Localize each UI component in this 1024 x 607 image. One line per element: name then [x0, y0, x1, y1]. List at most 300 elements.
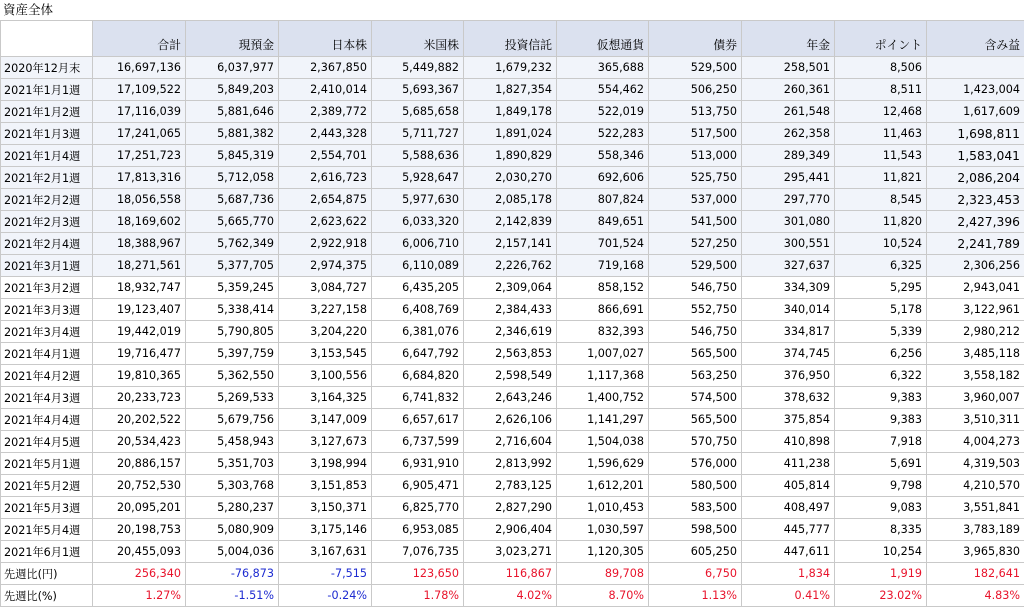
cell-crypto[interactable]: 849,651 — [557, 211, 649, 233]
table-row — [1, 277, 1024, 299]
row-label[interactable]: 2021年1月4週 — [1, 145, 93, 167]
cell-cash[interactable]: 5,845,319 — [186, 145, 279, 167]
cell-pension[interactable]: 261,548 — [742, 101, 835, 123]
cell-fund[interactable]: 1,849,178 — [464, 101, 557, 123]
cell-us-stock[interactable]: 6,110,089 — [372, 255, 464, 277]
cell-jp-stock[interactable]: 3,153,545 — [279, 343, 372, 365]
cell-cash[interactable]: 5,004,036 — [186, 541, 279, 563]
header-us-stock[interactable]: 米国株 — [372, 21, 464, 57]
cell-crypto[interactable]: 365,688 — [557, 57, 649, 79]
cell-pension[interactable]: 378,632 — [742, 387, 835, 409]
cell-total[interactable]: 17,109,522 — [93, 79, 186, 101]
cell-unrealized[interactable]: 1,698,811 — [927, 123, 1024, 145]
cell-pension[interactable]: 374,745 — [742, 343, 835, 365]
cell-jp-stock[interactable]: 3,084,727 — [279, 277, 372, 299]
row-label[interactable]: 2021年1月2週 — [1, 101, 93, 123]
cell-pension[interactable]: 334,817 — [742, 321, 835, 343]
change-cash[interactable]: -76,873 — [186, 563, 279, 585]
table-row — [1, 321, 1024, 343]
cell-us-stock[interactable]: 5,977,630 — [372, 189, 464, 211]
cell-jp-stock[interactable]: 3,150,371 — [279, 497, 372, 519]
change-jp-stock[interactable]: -0.24% — [279, 585, 372, 607]
cell-unrealized[interactable]: 2,086,204 — [927, 167, 1024, 189]
row-label[interactable]: 2021年5月4週 — [1, 519, 93, 541]
table-row — [1, 409, 1024, 431]
cell-cash[interactable]: 5,359,245 — [186, 277, 279, 299]
cell-crypto[interactable]: 858,152 — [557, 277, 649, 299]
cell-fund[interactable]: 2,346,619 — [464, 321, 557, 343]
header-total[interactable]: 合計 — [93, 21, 186, 57]
cell-crypto[interactable]: 1,504,038 — [557, 431, 649, 453]
change-fund[interactable]: 116,867 — [464, 563, 557, 585]
cell-us-stock[interactable]: 6,953,085 — [372, 519, 464, 541]
cell-us-stock[interactable]: 6,825,770 — [372, 497, 464, 519]
cell-unrealized[interactable]: 2,980,212 — [927, 321, 1024, 343]
cell-cash[interactable]: 5,762,349 — [186, 233, 279, 255]
cell-unrealized[interactable]: 2,306,256 — [927, 255, 1024, 277]
cell-unrealized[interactable]: 3,558,182 — [927, 365, 1024, 387]
cell-cash[interactable]: 5,377,705 — [186, 255, 279, 277]
cell-points[interactable]: 6,256 — [835, 343, 927, 365]
row-label[interactable]: 2020年12月末 — [1, 57, 93, 79]
change-jp-stock[interactable]: -7,515 — [279, 563, 372, 585]
header-fund[interactable]: 投資信託 — [464, 21, 557, 57]
asset-table — [0, 20, 1024, 607]
cell-bond[interactable]: 537,000 — [649, 189, 742, 211]
cell-cash[interactable]: 5,665,770 — [186, 211, 279, 233]
change-unrealized[interactable]: 4.83% — [927, 585, 1024, 607]
cell-us-stock[interactable]: 5,693,367 — [372, 79, 464, 101]
row-label[interactable]: 2021年2月1週 — [1, 167, 93, 189]
table-row — [1, 453, 1024, 475]
cell-fund[interactable]: 2,813,992 — [464, 453, 557, 475]
cell-jp-stock[interactable]: 2,367,850 — [279, 57, 372, 79]
cell-bond[interactable]: 513,750 — [649, 101, 742, 123]
cell-us-stock[interactable]: 5,711,727 — [372, 123, 464, 145]
cell-crypto[interactable]: 1,400,752 — [557, 387, 649, 409]
cell-points[interactable]: 5,691 — [835, 453, 927, 475]
cell-jp-stock[interactable]: 3,100,556 — [279, 365, 372, 387]
cell-bond[interactable]: 541,500 — [649, 211, 742, 233]
cell-jp-stock[interactable]: 3,227,158 — [279, 299, 372, 321]
cell-fund[interactable]: 1,827,354 — [464, 79, 557, 101]
cell-fund[interactable]: 2,906,404 — [464, 519, 557, 541]
cell-cash[interactable]: 5,881,382 — [186, 123, 279, 145]
cell-total[interactable]: 17,251,723 — [93, 145, 186, 167]
cell-us-stock[interactable]: 6,905,471 — [372, 475, 464, 497]
cell-bond[interactable]: 506,250 — [649, 79, 742, 101]
cell-total[interactable]: 18,932,747 — [93, 277, 186, 299]
cell-points[interactable]: 7,918 — [835, 431, 927, 453]
cell-unrealized[interactable]: 3,783,189 — [927, 519, 1024, 541]
cell-points[interactable]: 8,506 — [835, 57, 927, 79]
row-label[interactable]: 2021年5月1週 — [1, 453, 93, 475]
cell-total[interactable]: 20,198,753 — [93, 519, 186, 541]
cell-unrealized[interactable]: 4,210,570 — [927, 475, 1024, 497]
cell-cash[interactable]: 5,712,058 — [186, 167, 279, 189]
cell-bond[interactable]: 574,500 — [649, 387, 742, 409]
cell-pension[interactable]: 297,770 — [742, 189, 835, 211]
row-label[interactable]: 2021年4月5週 — [1, 431, 93, 453]
cell-fund[interactable]: 2,142,839 — [464, 211, 557, 233]
change-us-stock[interactable]: 1.78% — [372, 585, 464, 607]
cell-jp-stock[interactable]: 3,127,673 — [279, 431, 372, 453]
cell-unrealized[interactable]: 2,427,396 — [927, 211, 1024, 233]
cell-bond[interactable]: 605,250 — [649, 541, 742, 563]
cell-crypto[interactable]: 1,141,297 — [557, 409, 649, 431]
change-crypto[interactable]: 8.70% — [557, 585, 649, 607]
cell-crypto[interactable]: 1,596,629 — [557, 453, 649, 475]
row-label[interactable]: 2021年2月3週 — [1, 211, 93, 233]
cell-fund[interactable]: 2,309,064 — [464, 277, 557, 299]
cell-fund[interactable]: 1,679,232 — [464, 57, 557, 79]
cell-unrealized[interactable]: 2,241,789 — [927, 233, 1024, 255]
cell-bond[interactable]: 565,500 — [649, 409, 742, 431]
change-crypto[interactable]: 89,708 — [557, 563, 649, 585]
cell-crypto[interactable]: 866,691 — [557, 299, 649, 321]
row-label[interactable]: 2021年4月3週 — [1, 387, 93, 409]
cell-crypto[interactable]: 701,524 — [557, 233, 649, 255]
change-pension[interactable]: 1,834 — [742, 563, 835, 585]
cell-us-stock[interactable]: 7,076,735 — [372, 541, 464, 563]
cell-cash[interactable]: 5,280,237 — [186, 497, 279, 519]
cell-crypto[interactable]: 1,117,368 — [557, 365, 649, 387]
cell-points[interactable]: 11,820 — [835, 211, 927, 233]
cell-us-stock[interactable]: 5,685,658 — [372, 101, 464, 123]
cell-jp-stock[interactable]: 3,204,220 — [279, 321, 372, 343]
cell-bond[interactable]: 552,750 — [649, 299, 742, 321]
cell-fund[interactable]: 2,716,604 — [464, 431, 557, 453]
cell-total[interactable]: 19,123,407 — [93, 299, 186, 321]
cell-points[interactable]: 9,798 — [835, 475, 927, 497]
cell-jp-stock[interactable]: 3,164,325 — [279, 387, 372, 409]
row-label[interactable]: 2021年1月3週 — [1, 123, 93, 145]
cell-fund[interactable]: 2,563,853 — [464, 343, 557, 365]
header-jp-stock[interactable]: 日本株 — [279, 21, 372, 57]
cell-cash[interactable]: 5,458,943 — [186, 431, 279, 453]
cell-us-stock[interactable]: 6,435,205 — [372, 277, 464, 299]
cell-fund[interactable]: 2,783,125 — [464, 475, 557, 497]
cell-fund[interactable]: 2,598,549 — [464, 365, 557, 387]
cell-total[interactable]: 16,697,136 — [93, 57, 186, 79]
cell-total[interactable]: 18,056,558 — [93, 189, 186, 211]
row-label[interactable]: 2021年4月4週 — [1, 409, 93, 431]
row-label[interactable]: 先週比(円) — [1, 563, 93, 585]
cell-bond[interactable]: 513,000 — [649, 145, 742, 167]
header-pension[interactable]: 年金 — [742, 21, 835, 57]
row-label[interactable]: 2021年2月2週 — [1, 189, 93, 211]
cell-pension[interactable]: 445,777 — [742, 519, 835, 541]
row-label[interactable]: 先週比(%) — [1, 585, 93, 607]
cell-crypto[interactable]: 1,120,305 — [557, 541, 649, 563]
row-label[interactable]: 2021年3月2週 — [1, 277, 93, 299]
cell-us-stock[interactable]: 6,737,599 — [372, 431, 464, 453]
cell-pension[interactable]: 376,950 — [742, 365, 835, 387]
cell-pension[interactable]: 410,898 — [742, 431, 835, 453]
cell-points[interactable]: 5,178 — [835, 299, 927, 321]
cell-jp-stock[interactable]: 2,554,701 — [279, 145, 372, 167]
change-cash[interactable]: -1.51% — [186, 585, 279, 607]
cell-total[interactable]: 18,271,561 — [93, 255, 186, 277]
table-row — [1, 167, 1024, 189]
cell-unrealized[interactable]: 1,583,041 — [927, 145, 1024, 167]
cell-total[interactable]: 20,095,201 — [93, 497, 186, 519]
cell-us-stock[interactable]: 6,657,617 — [372, 409, 464, 431]
cell-bond[interactable]: 583,500 — [649, 497, 742, 519]
cell-us-stock[interactable]: 6,741,832 — [372, 387, 464, 409]
cell-crypto[interactable]: 1,030,597 — [557, 519, 649, 541]
header-crypto[interactable]: 仮想通貨 — [557, 21, 649, 57]
cell-cash[interactable]: 5,790,805 — [186, 321, 279, 343]
cell-jp-stock[interactable]: 3,151,853 — [279, 475, 372, 497]
cell-cash[interactable]: 6,037,977 — [186, 57, 279, 79]
row-label[interactable]: 2021年4月1週 — [1, 343, 93, 365]
change-us-stock[interactable]: 123,650 — [372, 563, 464, 585]
cell-crypto[interactable]: 1,007,027 — [557, 343, 649, 365]
cell-pension[interactable]: 375,854 — [742, 409, 835, 431]
cell-jp-stock[interactable]: 2,974,375 — [279, 255, 372, 277]
cell-bond[interactable]: 565,500 — [649, 343, 742, 365]
cell-cash[interactable]: 5,303,768 — [186, 475, 279, 497]
cell-unrealized[interactable]: 2,943,041 — [927, 277, 1024, 299]
cell-unrealized[interactable]: 4,319,503 — [927, 453, 1024, 475]
cell-points[interactable]: 10,524 — [835, 233, 927, 255]
cell-pension[interactable]: 260,361 — [742, 79, 835, 101]
cell-pension[interactable]: 300,551 — [742, 233, 835, 255]
table-row — [1, 497, 1024, 519]
cell-pension[interactable]: 334,309 — [742, 277, 835, 299]
header-cash[interactable]: 現預金 — [186, 21, 279, 57]
change-unrealized[interactable]: 182,641 — [927, 563, 1024, 585]
cell-unrealized[interactable]: 3,510,311 — [927, 409, 1024, 431]
cell-crypto[interactable]: 1,612,201 — [557, 475, 649, 497]
cell-crypto[interactable]: 554,462 — [557, 79, 649, 101]
cell-points[interactable]: 5,339 — [835, 321, 927, 343]
cell-fund[interactable]: 2,626,106 — [464, 409, 557, 431]
weekly-change-yen-row — [1, 563, 1024, 585]
cell-total[interactable]: 17,116,039 — [93, 101, 186, 123]
table-row — [1, 233, 1024, 255]
header-unrealized[interactable]: 含み益 — [927, 21, 1024, 57]
header-points[interactable]: ポイント — [835, 21, 927, 57]
cell-pension[interactable]: 411,238 — [742, 453, 835, 475]
cell-us-stock[interactable]: 6,684,820 — [372, 365, 464, 387]
cell-fund[interactable]: 2,827,290 — [464, 497, 557, 519]
row-label[interactable]: 2021年3月3週 — [1, 299, 93, 321]
cell-total[interactable]: 19,810,365 — [93, 365, 186, 387]
cell-jp-stock[interactable]: 3,198,994 — [279, 453, 372, 475]
cell-total[interactable]: 20,455,093 — [93, 541, 186, 563]
cell-unrealized[interactable]: 3,965,830 — [927, 541, 1024, 563]
cell-crypto[interactable]: 522,283 — [557, 123, 649, 145]
cell-cash[interactable]: 5,849,203 — [186, 79, 279, 101]
cell-bond[interactable]: 546,750 — [649, 277, 742, 299]
cell-bond[interactable]: 563,250 — [649, 365, 742, 387]
cell-jp-stock[interactable]: 2,389,772 — [279, 101, 372, 123]
cell-bond[interactable]: 576,000 — [649, 453, 742, 475]
cell-bond[interactable]: 525,750 — [649, 167, 742, 189]
row-label[interactable]: 2021年3月4週 — [1, 321, 93, 343]
cell-points[interactable]: 6,325 — [835, 255, 927, 277]
cell-fund[interactable]: 2,157,141 — [464, 233, 557, 255]
change-fund[interactable]: 4.02% — [464, 585, 557, 607]
cell-jp-stock[interactable]: 2,616,723 — [279, 167, 372, 189]
cell-crypto[interactable]: 522,019 — [557, 101, 649, 123]
cell-points[interactable]: 11,821 — [835, 167, 927, 189]
cell-points[interactable]: 9,083 — [835, 497, 927, 519]
cell-fund[interactable]: 2,226,762 — [464, 255, 557, 277]
cell-total[interactable]: 17,813,316 — [93, 167, 186, 189]
cell-total[interactable]: 18,169,602 — [93, 211, 186, 233]
cell-bond[interactable]: 529,500 — [649, 255, 742, 277]
cell-cash[interactable]: 5,338,414 — [186, 299, 279, 321]
cell-points[interactable]: 9,383 — [835, 409, 927, 431]
cell-cash[interactable]: 5,080,909 — [186, 519, 279, 541]
cell-pension[interactable]: 447,611 — [742, 541, 835, 563]
cell-us-stock[interactable]: 6,006,710 — [372, 233, 464, 255]
cell-unrealized[interactable]: 3,551,841 — [927, 497, 1024, 519]
cell-points[interactable]: 10,254 — [835, 541, 927, 563]
cell-bond[interactable]: 570,750 — [649, 431, 742, 453]
cell-cash[interactable]: 5,881,646 — [186, 101, 279, 123]
cell-jp-stock[interactable]: 3,147,009 — [279, 409, 372, 431]
cell-us-stock[interactable]: 5,928,647 — [372, 167, 464, 189]
cell-points[interactable]: 11,463 — [835, 123, 927, 145]
cell-cash[interactable]: 5,679,756 — [186, 409, 279, 431]
cell-points[interactable]: 6,322 — [835, 365, 927, 387]
cell-bond[interactable]: 598,500 — [649, 519, 742, 541]
change-points[interactable]: 23.02% — [835, 585, 927, 607]
change-total[interactable]: 1.27% — [93, 585, 186, 607]
cell-jp-stock[interactable]: 3,167,631 — [279, 541, 372, 563]
change-pension[interactable]: 0.41% — [742, 585, 835, 607]
cell-jp-stock[interactable]: 3,175,146 — [279, 519, 372, 541]
cell-pension[interactable]: 289,349 — [742, 145, 835, 167]
cell-crypto[interactable]: 692,606 — [557, 167, 649, 189]
table-row — [1, 101, 1024, 123]
cell-crypto[interactable]: 719,168 — [557, 255, 649, 277]
cell-total[interactable]: 20,202,522 — [93, 409, 186, 431]
cell-bond[interactable]: 580,500 — [649, 475, 742, 497]
cell-us-stock[interactable]: 6,381,076 — [372, 321, 464, 343]
cell-us-stock[interactable]: 6,931,910 — [372, 453, 464, 475]
cell-crypto[interactable]: 807,824 — [557, 189, 649, 211]
cell-points[interactable]: 12,468 — [835, 101, 927, 123]
change-bond[interactable]: 6,750 — [649, 563, 742, 585]
cell-crypto[interactable]: 832,393 — [557, 321, 649, 343]
cell-pension[interactable]: 295,441 — [742, 167, 835, 189]
cell-unrealized[interactable] — [927, 57, 1024, 79]
cell-pension[interactable]: 258,501 — [742, 57, 835, 79]
cell-pension[interactable]: 405,814 — [742, 475, 835, 497]
cell-bond[interactable]: 529,500 — [649, 57, 742, 79]
cell-total[interactable]: 19,716,477 — [93, 343, 186, 365]
cell-bond[interactable]: 546,750 — [649, 321, 742, 343]
cell-pension[interactable]: 262,358 — [742, 123, 835, 145]
cell-us-stock[interactable]: 6,033,320 — [372, 211, 464, 233]
cell-jp-stock[interactable]: 2,922,918 — [279, 233, 372, 255]
table-row — [1, 475, 1024, 497]
cell-unrealized[interactable]: 3,485,118 — [927, 343, 1024, 365]
cell-total[interactable]: 20,752,530 — [93, 475, 186, 497]
table-row — [1, 299, 1024, 321]
cell-total[interactable]: 18,388,967 — [93, 233, 186, 255]
cell-cash[interactable]: 5,397,759 — [186, 343, 279, 365]
cell-jp-stock[interactable]: 2,623,622 — [279, 211, 372, 233]
cell-fund[interactable]: 3,023,271 — [464, 541, 557, 563]
cell-cash[interactable]: 5,362,550 — [186, 365, 279, 387]
cell-points[interactable]: 11,543 — [835, 145, 927, 167]
cell-jp-stock[interactable]: 2,443,328 — [279, 123, 372, 145]
row-label[interactable]: 2021年5月2週 — [1, 475, 93, 497]
cell-cash[interactable]: 5,269,533 — [186, 387, 279, 409]
cell-total[interactable]: 20,534,423 — [93, 431, 186, 453]
cell-pension[interactable]: 301,080 — [742, 211, 835, 233]
cell-total[interactable]: 20,886,157 — [93, 453, 186, 475]
cell-total[interactable]: 17,241,065 — [93, 123, 186, 145]
cell-points[interactable]: 8,511 — [835, 79, 927, 101]
sheet-title: 資産全体 — [0, 0, 1024, 20]
cell-unrealized[interactable]: 2,323,453 — [927, 189, 1024, 211]
row-label[interactable]: 2021年2月4週 — [1, 233, 93, 255]
weekly-change-pct-row — [1, 585, 1024, 607]
change-bond[interactable]: 1.13% — [649, 585, 742, 607]
cell-cash[interactable]: 5,687,736 — [186, 189, 279, 211]
cell-fund[interactable]: 2,384,433 — [464, 299, 557, 321]
cell-fund[interactable]: 2,643,246 — [464, 387, 557, 409]
cell-fund[interactable]: 1,890,829 — [464, 145, 557, 167]
cell-bond[interactable]: 517,500 — [649, 123, 742, 145]
row-label[interactable]: 2021年5月3週 — [1, 497, 93, 519]
cell-pension[interactable]: 408,497 — [742, 497, 835, 519]
cell-cash[interactable]: 5,351,703 — [186, 453, 279, 475]
cell-us-stock[interactable]: 5,588,636 — [372, 145, 464, 167]
cell-us-stock[interactable]: 6,647,792 — [372, 343, 464, 365]
cell-fund[interactable]: 1,891,024 — [464, 123, 557, 145]
cell-unrealized[interactable]: 4,004,273 — [927, 431, 1024, 453]
cell-points[interactable]: 5,295 — [835, 277, 927, 299]
cell-unrealized[interactable]: 1,617,609 — [927, 101, 1024, 123]
cell-jp-stock[interactable]: 2,654,875 — [279, 189, 372, 211]
cell-pension[interactable]: 327,637 — [742, 255, 835, 277]
cell-fund[interactable]: 2,085,178 — [464, 189, 557, 211]
row-label[interactable]: 2021年3月1週 — [1, 255, 93, 277]
row-label[interactable]: 2021年6月1週 — [1, 541, 93, 563]
change-points[interactable]: 1,919 — [835, 563, 927, 585]
cell-jp-stock[interactable]: 2,410,014 — [279, 79, 372, 101]
cell-unrealized[interactable]: 1,423,004 — [927, 79, 1024, 101]
cell-points[interactable]: 8,335 — [835, 519, 927, 541]
cell-unrealized[interactable]: 3,960,007 — [927, 387, 1024, 409]
cell-total[interactable]: 20,233,723 — [93, 387, 186, 409]
cell-pension[interactable]: 340,014 — [742, 299, 835, 321]
cell-us-stock[interactable]: 5,449,882 — [372, 57, 464, 79]
cell-bond[interactable]: 527,250 — [649, 233, 742, 255]
row-label[interactable]: 2021年1月1週 — [1, 79, 93, 101]
header-bond[interactable]: 債券 — [649, 21, 742, 57]
cell-us-stock[interactable]: 6,408,769 — [372, 299, 464, 321]
cell-crypto[interactable]: 558,346 — [557, 145, 649, 167]
cell-crypto[interactable]: 1,010,453 — [557, 497, 649, 519]
cell-points[interactable]: 8,545 — [835, 189, 927, 211]
row-label[interactable]: 2021年4月2週 — [1, 365, 93, 387]
cell-fund[interactable]: 2,030,270 — [464, 167, 557, 189]
cell-unrealized[interactable]: 3,122,961 — [927, 299, 1024, 321]
cell-total[interactable]: 19,442,019 — [93, 321, 186, 343]
corner-cell[interactable] — [1, 21, 93, 57]
change-total[interactable]: 256,340 — [93, 563, 186, 585]
cell-points[interactable]: 9,383 — [835, 387, 927, 409]
